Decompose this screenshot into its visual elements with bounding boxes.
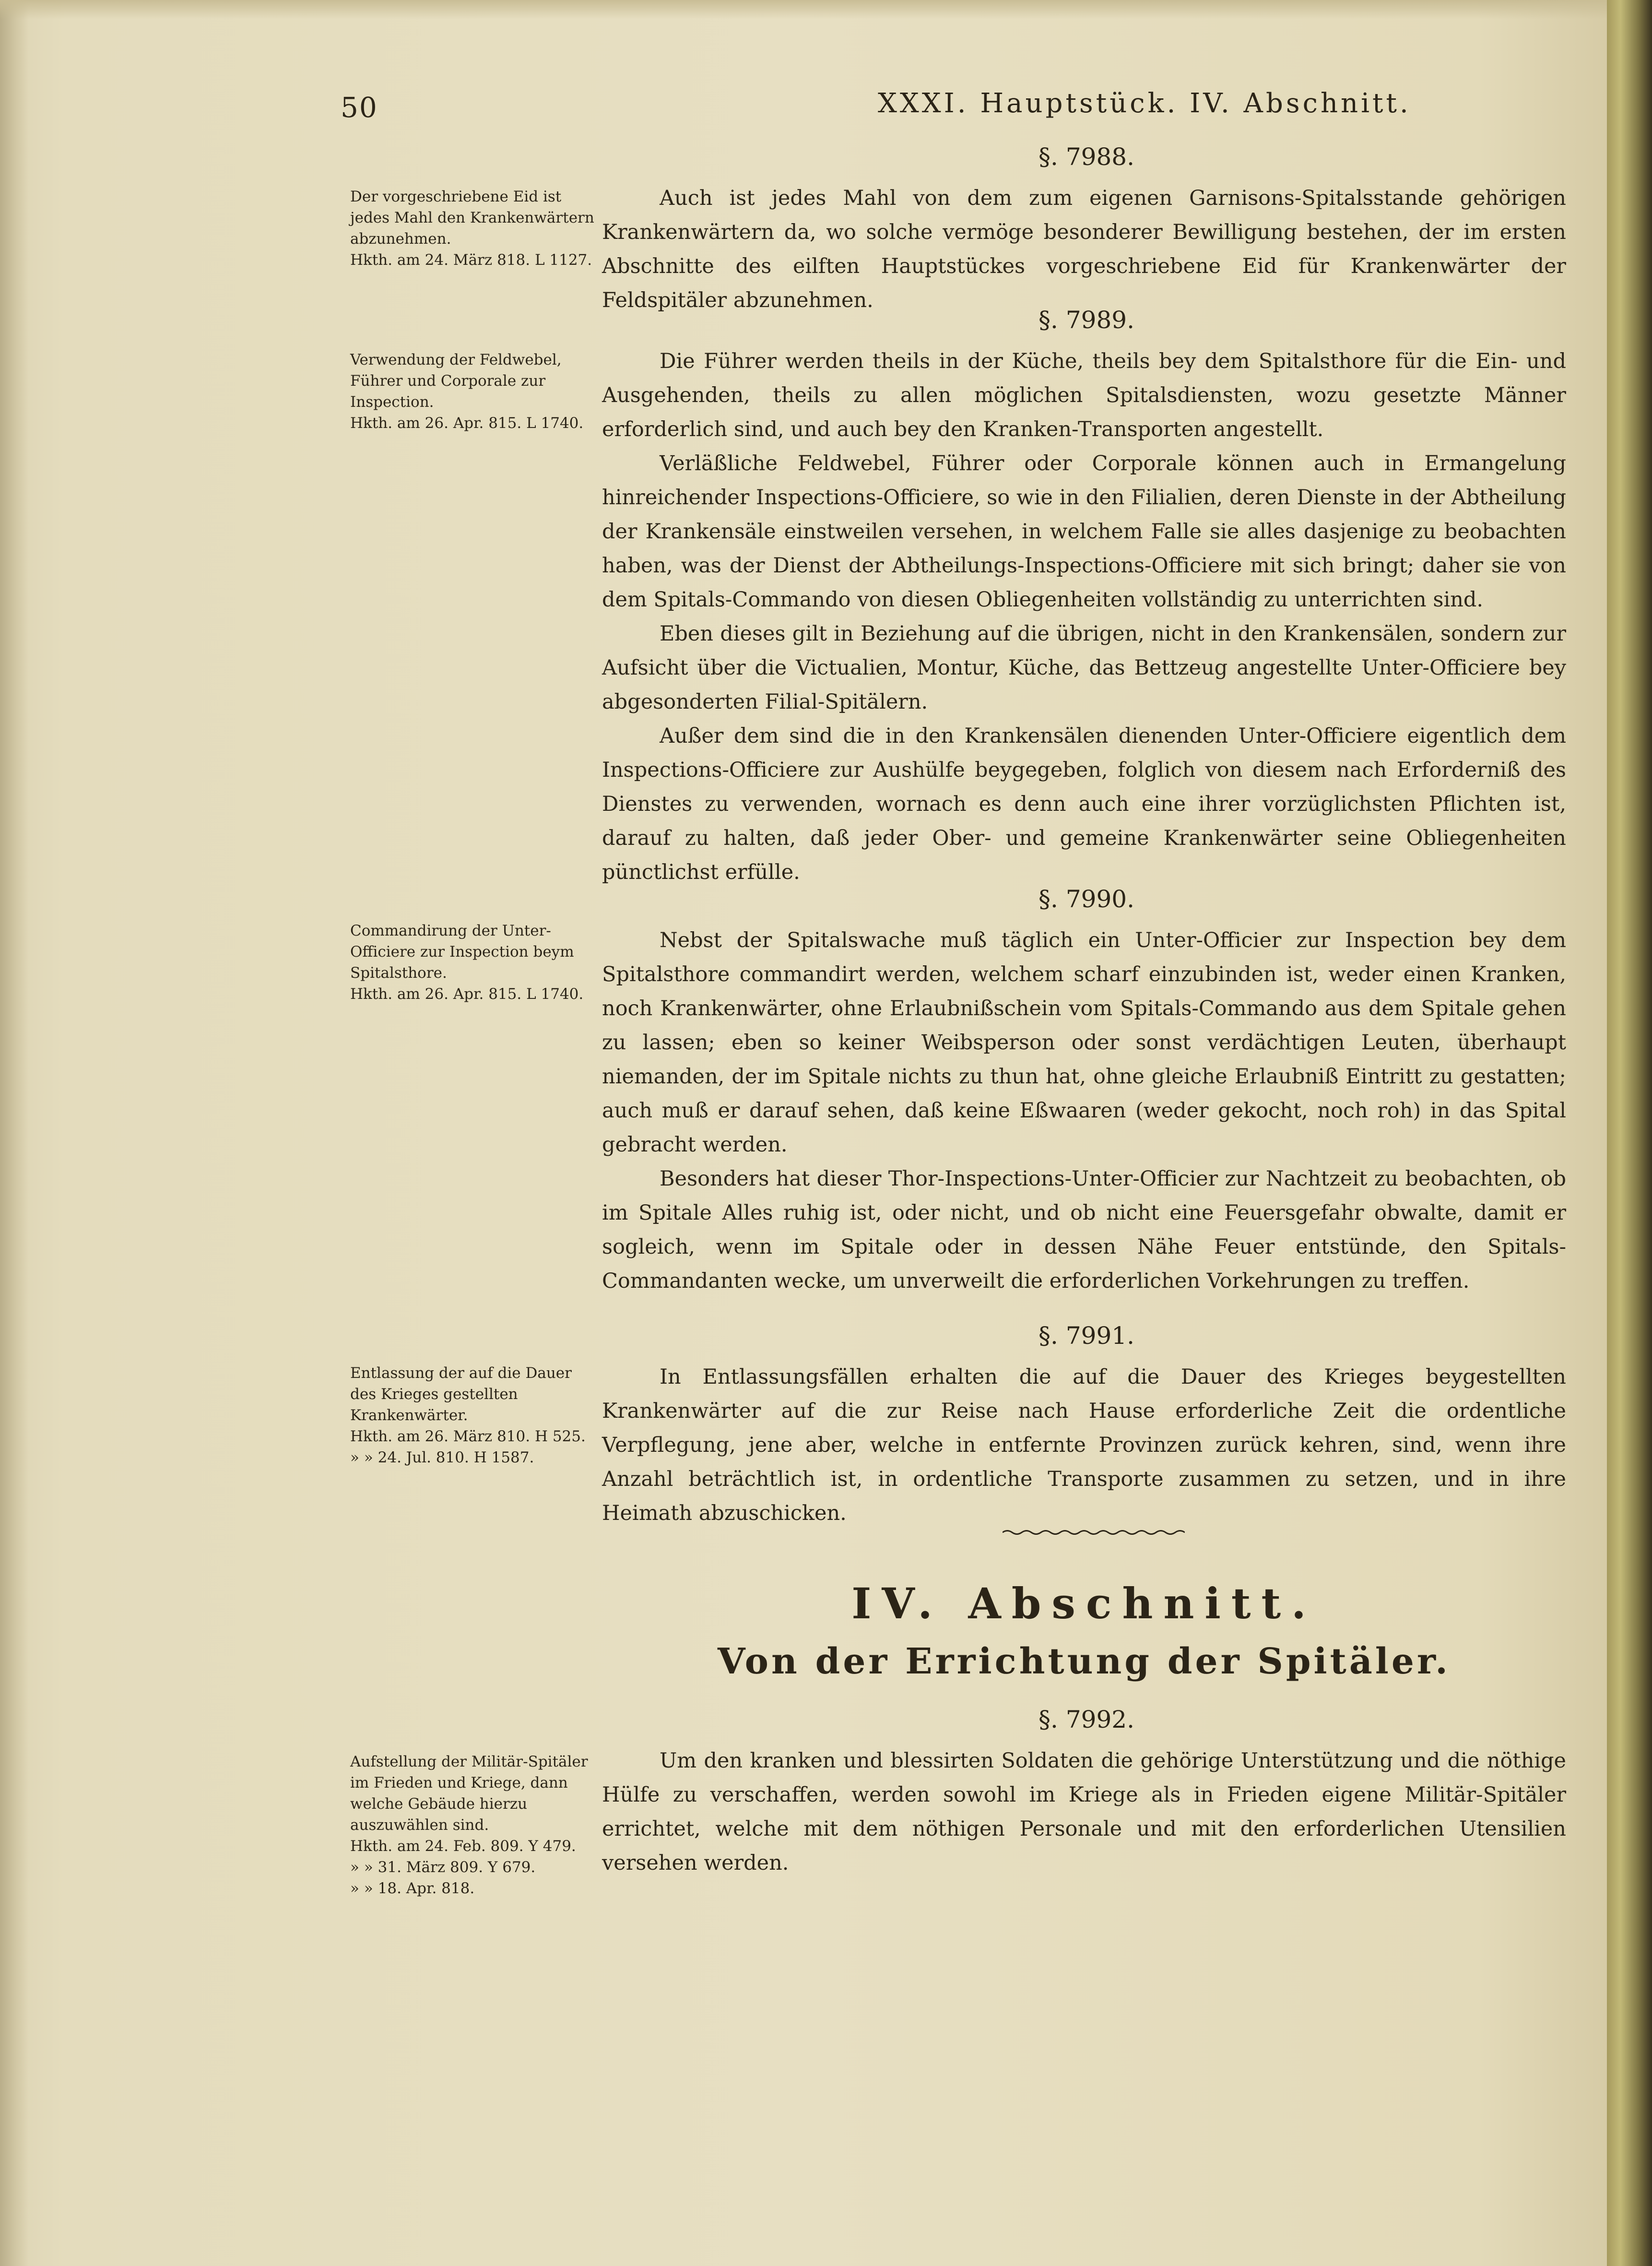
section-number: §. 7992.: [1038, 1706, 1134, 1733]
paragraph: Auch ist jedes Mahl von dem zum eigenen Garnisons-Spitalsstande gehörigen Krankenwärtern da, wo solche vermöge besonderer Bewilligung bestehen, der im ersten Abschnitte des eilften Hauptstückes vorgeschriebene Eid für Krankenwärter der Feldspitäler abzunehmen.: [602, 186, 1566, 312]
section-text: [602, 181, 1566, 318]
paragraph: Die Führer werden theils in der Küche, theils bey dem Spitalsthore für die Ein- und Ausgehenden, theils zu allen möglichen Spitalsdiensten, wozu gesetzte Männer erforderlich sind, und auch bey den Kranken-Transporten angestellt.: [602, 349, 1566, 441]
section-number: §. 7990.: [1038, 885, 1134, 913]
paragraph: Um den kranken und blessirten Soldaten die gehörige Unterstützung und die nöthige Hülfe zu verschaffen, werden sowohl im Kriege als in Frieden eigene Militär-Spitäler errichtet, welche mit dem nöthigen Personale und mit den erforderlichen Utensilien versehen werden.: [602, 1749, 1566, 1875]
running-head: XXXI. Hauptstück. IV. Abschnitt.: [878, 88, 1411, 119]
margin-note: [350, 920, 600, 1005]
margin-note: [350, 349, 600, 434]
section-text: [602, 1360, 1566, 1530]
margin-note-title: Commandirung der Unter-Officiere zur Inspection beym Spitalsthore.: [350, 922, 574, 982]
margin-note-reference: » » 18. Apr. 818.: [350, 1880, 475, 1897]
book-spine: [1607, 0, 1652, 2266]
margin-note-reference: » » 31. März 809. Y 679.: [350, 1859, 536, 1876]
section-text: [602, 924, 1566, 1298]
paragraph: Außer dem sind die in den Krankensälen dienenden Unter-Officiere eigentlich dem Inspections-Officiere zur Aushülfe beygegeben, folglich von diesem nach Erforderniß des Dienstes zu verwenden, wornach es denn auch eine ihrer vorzüglichsten Pflichten ist, darauf zu halten, daß jeder Ober- und gemeine Krankenwärter seine Obliegenheiten pünctlichst erfülle.: [602, 724, 1566, 884]
paragraph: In Entlassungsfällen erhalten die auf die Dauer des Krieges beygestellten Krankenwärter auf die zur Reise nach Hause erforderliche Zeit die ordentliche Verpflegung, jene aber, welche in entfernte Provinzen zurück kehren, sind, wenn ihre Anzahl beträchtlich ist, in ordentliche Transporte zusammen zu setzen, und in ihre Heimath abzuschicken.: [602, 1365, 1566, 1525]
section-number: §. 7989.: [1038, 306, 1134, 334]
decorative-divider: [1003, 1529, 1185, 1536]
section-number: §. 7991.: [1038, 1322, 1134, 1350]
section-number: §. 7988.: [1038, 143, 1134, 171]
paragraph: Nebst der Spitalswache muß täglich ein Unter-Officier zur Inspection bey dem Spitalsthore commandirt werden, welchem scharf einzubinden ist, weder einen Kranken, noch Krankenwärter, ohne Erlaubnißschein vom Spitals-Commando aus dem Spitale gehen zu lassen; eben so keiner Weibsperson oder sonst verdächtigen Leuten, überhaupt niemanden, der im Spitale nichts zu thun hat, ohne gleiche Erlaubniß Eintritt zu gestatten; auch muß er darauf sehen, daß keine Eßwaaren (weder gekocht, noch roh) in das Spital gebracht werden.: [602, 928, 1566, 1157]
chapter-title: Von der Errichtung der Spitäler.: [718, 1641, 1451, 1682]
page-left-edge: [0, 0, 29, 2266]
section-text: [602, 344, 1566, 890]
margin-note: [350, 1363, 600, 1468]
margin-note-reference: Hkth. am 24. März 818. L 1127.: [350, 251, 592, 269]
page-top-edge: [0, 0, 1607, 19]
margin-note-reference: Hkth. am 26. Apr. 815. L 1740.: [350, 415, 584, 432]
margin-note: [350, 1751, 600, 1899]
paragraph: Eben dieses gilt in Beziehung auf die übrigen, nicht in den Krankensälen, sondern zur Aufsicht über die Victualien, Montur, Küche, das Bettzeug angestellte Unter-Officiere bey abgesonderten Filial-Spitälern.: [602, 622, 1566, 714]
margin-note-reference: » » 24. Jul. 810. H 1587.: [350, 1449, 534, 1466]
paragraph: Besonders hat dieser Thor-Inspections-Unter-Officier zur Nachtzeit zu beobachten, ob im Spitale Alles ruhig ist, oder nicht, und ob nicht eine Feuersgefahr obwalte, damit er sogleich, wenn im Spitale oder in dessen Nähe Feuer entstünde, den Spitals-Commandanten wecke, um unverweilt die erforderlichen Vorkehrungen zu treffen.: [602, 1167, 1566, 1293]
margin-note: [350, 186, 600, 271]
paragraph: Verläßliche Feldwebel, Führer oder Corporale können auch in Ermangelung hinreichender Inspections-Officiere, so wie in den Filialien, deren Dienste in der Abtheilung der Krankensäle einstweilen versehen, in welchem Falle sie alles dasjenige zu beobachten haben, was der Dienst der Abtheilungs-Inspections-Officiere mit sich bringt; daher sie von dem Spitals-Commando von diesen Obliegenheiten vollständig zu unterrichten sind.: [602, 451, 1566, 612]
margin-note-reference: Hkth. am 26. Apr. 815. L 1740.: [350, 985, 584, 1003]
margin-note-reference: Hkth. am 26. März 810. H 525.: [350, 1428, 586, 1445]
margin-note-reference: Hkth. am 24. Feb. 809. Y 479.: [350, 1838, 576, 1855]
margin-note-title: Entlassung der auf die Dauer des Krieges gestellten Krankenwärter.: [350, 1364, 572, 1424]
margin-note-title: Verwendung der Feldwebel, Führer und Corporale zur Inspection.: [350, 351, 562, 411]
margin-note-title: Der vorgeschriebene Eid ist jedes Mahl den Krankenwärtern abzunehmen.: [350, 188, 594, 248]
page-number: 50: [341, 91, 378, 124]
chapter-number: IV. Abschnitt.: [851, 1578, 1317, 1628]
margin-note-title: Aufstellung der Militär-Spitäler im Frieden und Kriege, dann welche Gebäude hierzu auszuwählen sind.: [350, 1753, 588, 1834]
section-text: [602, 1744, 1566, 1880]
